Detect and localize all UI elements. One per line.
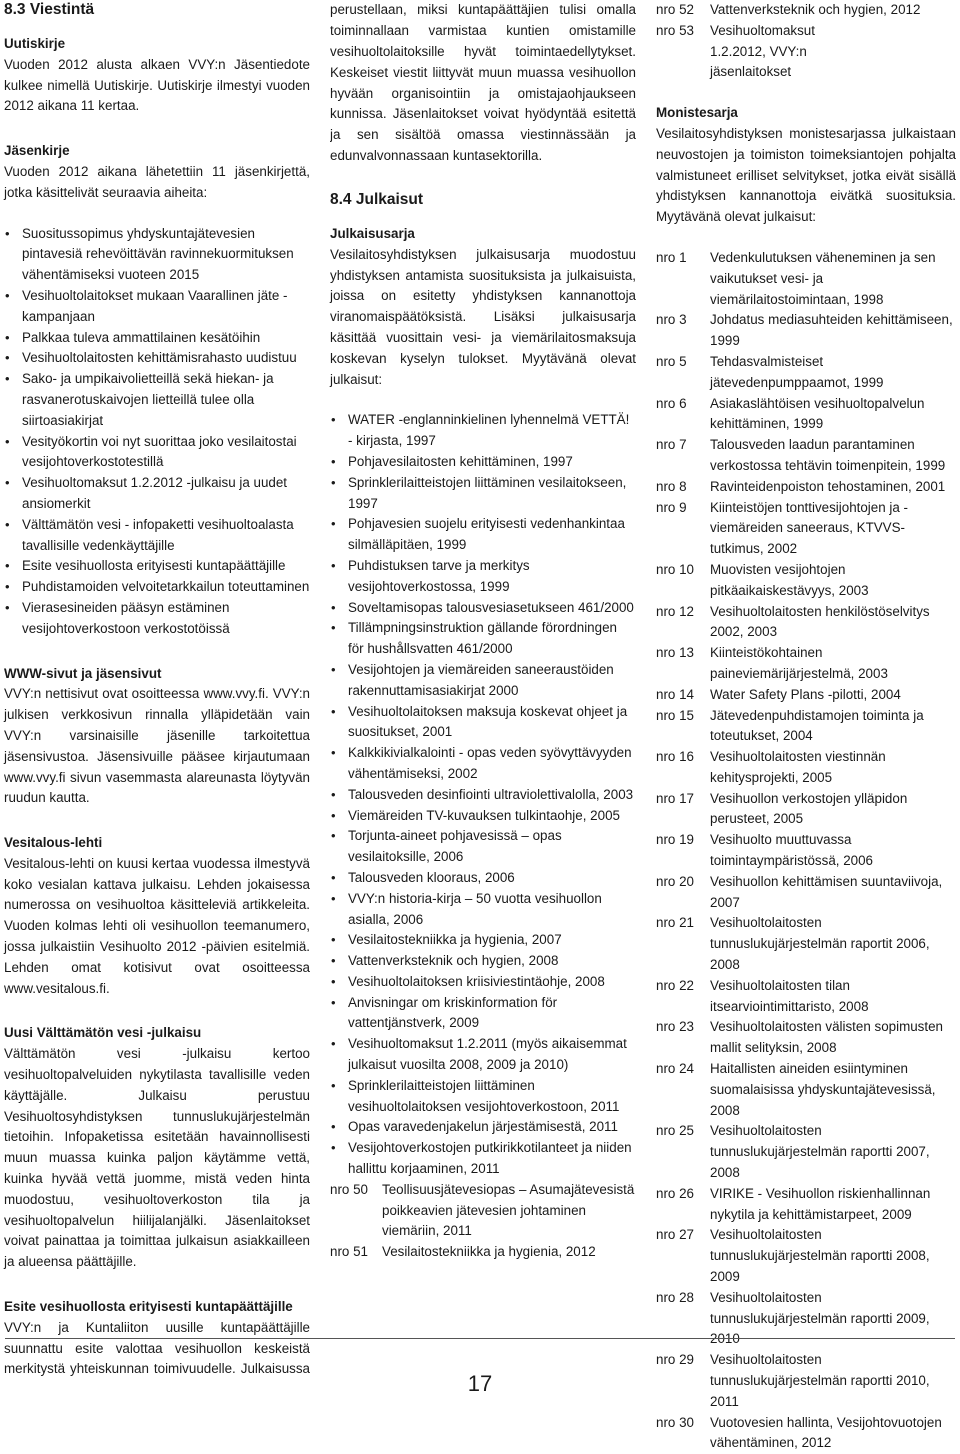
numbered-item <box>656 747 956 789</box>
www-heading: WWW-sivut ja jäsensivut <box>4 665 162 681</box>
numbered-item <box>656 976 956 1018</box>
item-title: Vesihuoltomaksut 1.2.2012, VVY:n jäsenlaitokset <box>710 22 815 80</box>
list-item: • Vesilaitostekniikka ja hygienia, 2007 <box>330 930 636 951</box>
item-number: nro 1 <box>656 249 687 265</box>
item-title: Haitallisten aineiden esiintyminen suomalaisissa yhdyskuntajätevesissä, 2008 <box>710 1061 936 1118</box>
item-number: nro 50 <box>330 1181 368 1197</box>
item-number: nro 29 <box>656 1352 694 1368</box>
item-number: nro 53 <box>656 22 694 38</box>
numbered-item <box>656 0 956 21</box>
item-title: Vattenverksteknik och hygien, 2012 <box>710 2 921 17</box>
item-title: Jätevedenpuhdistamojen toiminta ja toteutukset, 2004 <box>710 707 924 744</box>
list-item: • Vesityökortin voi nyt suorittaa joko vesilaitostai vesijohtoverkostotestillä <box>4 432 310 474</box>
item-title: Ravinteidenpoiston tehostaminen, 2001 <box>710 478 946 494</box>
list-item: • Esite vesihuollosta erityisesti kuntapäättäjille <box>4 556 310 577</box>
monistesarja-heading: Monistesarja <box>656 105 738 121</box>
numbered-item <box>656 706 956 748</box>
item-title: VIRIKE - Vesihuollon riskienhallinnan nykytila ja kehittämistarpeet, 2009 <box>710 1185 931 1222</box>
item-title: Vesihuolto muuttuvassa toimintaympäristössä, 2006 <box>710 832 873 869</box>
jasenkirje-text: Vuoden 2012 aikana lähetettiin 11 jäsenkirjettä, jotka käsittelivät seuraavia aiheita: <box>4 163 310 200</box>
item-number: nro 19 <box>656 832 694 848</box>
item-title: Kiinteistöjen tonttivesijohtojen ja -viemäreiden saneeraus, KTVVS-tutkimus, 2002 <box>710 499 908 557</box>
esite-heading: Esite vesihuollosta erityisesti kuntapäättäjille <box>4 1299 293 1315</box>
numbered-item <box>656 435 956 477</box>
item-number: nro 15 <box>656 707 694 723</box>
vesitalous-text: Vesitalous-lehti on kuusi kertaa vuodessa ilmestyvä koko vesialan kattava julkaisu. Lehden jokaisessa numerossa on vesihuoltoa käsitteleviä artikkeleita. Vuoden kolmas lehti oli vesihuollon teemanumero, jossa julkaistiin Vesihuolto 2012 -päivien esitelmiä. Lehden omat kotisivut ovat osoitteessa www.vesitalous.fi. <box>4 855 310 996</box>
list-item: • Talousveden desinfiointi ultraviolettivalolla, 2003 <box>330 785 636 806</box>
item-title: Vesihuollon kehittämisen suuntaviivoja, 2007 <box>710 873 943 910</box>
item-number: nro 3 <box>656 312 687 328</box>
item-number: nro 5 <box>656 353 687 369</box>
list-item: • Välttämätön vesi - infopaketti vesihuoltoalasta tavallisille vedenkäyttäjille <box>4 515 310 557</box>
numbered-item <box>656 1121 956 1183</box>
item-number: nro 8 <box>656 478 687 494</box>
item-title: Vesihuoltolaitosten tilan itsearviointimittaristo, 2008 <box>710 977 869 1014</box>
item-number: nro 13 <box>656 645 694 661</box>
valttamaton-text: Välttämätön vesi -julkaisu kertoo vesihuoltopalveluiden nykytilasta tavallisille veden käyttäjälle. Julkaisu perustuu Vesihuoltosyhdistyksen tunnuslukujärjestelmän tietoihin. Infopaketissa esitetään havainnollisesti muun muassa kuinka paljon käytämme vettä, kuinka hyvää vettä juomme, mistä veden hinta muodostuu, vesihuoltoverkoston tila ja vesihuoltopalvelun hiilijalanjälki. Jäsenlaitokset voivat painattaa ja toimittaa julkaisun asiakkailleen ja alueensa päättäjille. <box>4 1046 310 1270</box>
list-item: • Pohjavesien suojelu erityisesti vedenhankintaa silmälläpitäen, 1999 <box>330 514 636 556</box>
numbered-item <box>656 310 956 352</box>
list-item: • Vesihuoltolaitoksen maksuja koskevat ohjeet ja suositukset, 2001 <box>330 702 636 744</box>
item-title: Teollisuusjätevesiopas – Asumajätevesistä poikkeavien jätevesien johtaminen viemäriin, 2011 <box>382 1181 635 1239</box>
list-item: • Suositussopimus yhdyskuntajätevesien pintavesiä rehevöittävän ravinnekuormituksen vähentämiseksi vuoteen 2015 <box>4 224 310 286</box>
item-number: nro 30 <box>656 1414 694 1430</box>
item-title: Vesihuoltolaitosten tunnuslukujärjestelmän raportti 2010, 2011 <box>710 1352 930 1409</box>
numbered-item <box>656 1059 956 1121</box>
item-number: nro 52 <box>656 2 694 17</box>
julkaisusarja-text: Vesilaitosyhdistyksen julkaisusarja muodostuu yhdistyksen antamista suosituksista ja julkaisuista, joissa on esitetty yhdistyksen kannanottoja viranomaispäätöksistä. Lisäksi julkaisusarja käsittää vuosittain vesi- ja viemärilaitosmaksuja koskevan kyselyn tulokset. Myytävänä olevat julkaisut: <box>330 246 636 387</box>
item-number: nro 9 <box>656 499 687 515</box>
numbered-item <box>656 1184 956 1226</box>
numbered-item <box>656 394 956 436</box>
list-item: • Talousveden klooraus, 2006 <box>330 868 636 889</box>
list-item: • Tillämpningsinstruktion gällande förordningen för hushållsvatten 461/2000 <box>330 618 636 660</box>
list-item: • Sprinklerilaitteistojen liittäminen vesilaitokseen, 1997 <box>330 473 636 515</box>
numbered-item <box>330 1180 636 1242</box>
page-number: 17 <box>467 1371 493 1396</box>
item-number: nro 10 <box>656 561 694 577</box>
item-title: Muovisten vesijohtojen pitkäaikaiskestävyys, 2003 <box>710 561 869 598</box>
numbered-item <box>656 1017 956 1059</box>
list-item: • Anvisningar om kriskinformation för vattentjänstverk, 2009 <box>330 993 636 1035</box>
item-number: nro 16 <box>656 749 694 765</box>
item-title: Talousveden laadun parantaminen verkostossa tehtävin toimenpitein, 1999 <box>710 437 946 473</box>
item-title: Vesihuollon verkostojen ylläpidon perusteet, 2005 <box>710 790 908 827</box>
list-item: • Vesihuoltolaitoksen kriisiviestintäohje, 2008 <box>330 972 636 993</box>
julkaisusarja-list <box>330 410 636 1179</box>
list-item: • Sako- ja umpikaivolietteillä sekä hiekan- ja rasvanerotuskaivojen lietteillä tulee olla siirtoasiakirjat <box>4 369 310 431</box>
item-number: nro 23 <box>656 1019 694 1035</box>
item-title: Vedenkulutuksen väheneminen ja sen vaikutukset vesi- ja viemärilaitostoimintaan, 1998 <box>710 249 936 307</box>
item-number: nro 17 <box>656 790 694 806</box>
item-title: Vesihuoltolaitosten tunnuslukujärjestelmän raportit 2006, 2008 <box>710 915 930 973</box>
item-number: nro 26 <box>656 1185 694 1201</box>
item-number: nro 28 <box>656 1289 694 1305</box>
numbered-item <box>656 789 956 831</box>
numbered-item <box>656 498 956 560</box>
item-title: Asiakaslähtöisen vesihuoltopalvelun kehittäminen, 1999 <box>710 395 925 432</box>
list-item: • Soveltamisopas talousvesiasetukseen 461/2000 <box>330 598 636 619</box>
www-text: VVY:n nettisivut ovat osoitteessa www.vvy.fi. VVY:n julkisen verkkosivun rinnalla ylläpidetään vain VVY:n varsinaisille jäsenille tarkoitettua jäsensivustoa. Jäsensivuille pääsee kirjautumaan www.vvy.fi sivun vasemmasta alareunasta löytyvän ruudun kautta. <box>4 686 310 806</box>
item-title: Vesihuoltolaitosten tunnuslukujärjestelmän raportti 2007, 2008 <box>710 1123 930 1181</box>
list-item: • Vesihuoltolaitosten kehittämisrahasto uudistuu <box>4 348 310 369</box>
item-number: nro 24 <box>656 1061 694 1077</box>
list-item: • Vesihuoltolaitokset mukaan Vaarallinen jäte -kampanjaan <box>4 286 310 328</box>
list-item: • Torjunta-aineet pohjavesissä – opas vesilaitoksille, 2006 <box>330 826 636 868</box>
column-right <box>656 0 956 1454</box>
item-title: Water Safety Plans -pilotti, 2004 <box>710 686 901 702</box>
item-title: Vesihuoltolaitosten tunnuslukujärjestelmän raportti 2008, 2009 <box>710 1227 930 1285</box>
item-number: nro 51 <box>330 1244 368 1260</box>
numbered-item <box>330 1242 636 1263</box>
numbered-item <box>656 21 956 83</box>
list-item: • Vesihuoltomaksut 1.2.2012 -julkaisu ja uudet ansiomerkit <box>4 473 310 515</box>
jasenkirje-topic-list <box>4 224 310 640</box>
section-heading-julkaisut: 8.4 Julkaisut <box>330 191 424 208</box>
list-item: • Sprinklerilaitteistojen liittäminen vesihuoltolaitoksen vesijohtoverkostoon, 2011 <box>330 1076 636 1118</box>
monistesarja-text: Vesilaitosyhdistyksen monistesarjassa julkaistaan neuvostojen ja toimiston toimeksiantojen pohjalta valmistuneet erilliset selvitykset, jotka eivät sisällä yhdistyksen kannanottoja eivätkä suosituksia. Myytävänä olevat julkaisut: <box>656 125 956 225</box>
item-title: Vesihuoltolaitosten tunnuslukujärjestelmän raportti 2009, 2010 <box>710 1289 930 1347</box>
section-heading-viestinta: 8.3 Viestintä <box>4 1 95 18</box>
esite-text-continued <box>330 0 636 166</box>
list-item: • Vierasesineiden pääsyn estäminen vesijohtoverkostoon verkostotöissä <box>4 598 310 640</box>
column-middle <box>330 0 636 1263</box>
esite-text-start: VVY:n ja Kuntaliiton uusille kuntapäättäjille suunnattu esite valottaa vesihuollon keskeistä merkitystä yhteiskunnan toimivuudelle. Julkaisussa <box>4 1319 310 1377</box>
numbered-item <box>656 643 956 685</box>
numbered-item <box>656 685 956 706</box>
esite-text-overflow: perustellaan, miksi kuntapäättäjien tulisi omalla toiminnallaan varmistaa kuntien omistamille vesihuoltolaitoksille hyvät toimintaedellytykset. Keskeiset viestit liittyvät muun muassa vesihuollon hyvään organisointiin ja omistajaohjaukseen kunnissa. Jäsenlaitokset voivat hyödyntää esitettä ja sen sisältöä omassa viestinnässään ja edunvalvonnassaan kuntasektorilla. <box>330 2 636 163</box>
list-item: • Vesihuoltomaksut 1.2.2011 (myös aikaisemmat julkaisut vuosilta 2008, 2009 ja 2010) <box>330 1034 636 1076</box>
numbered-item <box>656 352 956 394</box>
list-item: • Vesijohtoverkostojen putkirikkotilanteet ja niiden hallittu korjaaminen, 2011 <box>330 1138 636 1180</box>
item-title: Vesilaitostekniikka ja hygienia, 2012 <box>382 1244 596 1260</box>
list-item: • Viemäreiden TV-kuvauksen tulkintaohje, 2005 <box>330 806 636 827</box>
numbered-item <box>656 560 956 602</box>
list-item: • Puhdistamoiden velvoitetarkkailun toteuttaminen <box>4 577 310 598</box>
item-title: Vuotovesien hallinta, Vesijohtovuotojen vähentäminen, 2012 <box>710 1414 942 1451</box>
item-number: nro 12 <box>656 603 694 619</box>
uutiskirje-text: Vuoden 2012 alusta alkaen VVY:n Jäsentiedote kulkee nimellä Uutiskirje. Uutiskirje ilmestyi vuoden 2012 aikana 11 kertaa. <box>4 56 310 114</box>
uutiskirje-heading: Uutiskirje <box>4 36 66 51</box>
numbered-item <box>656 913 956 975</box>
item-title: Vesihuoltolaitosten henkilöstöselvitys 2002, 2003 <box>710 603 930 640</box>
numbered-item <box>656 830 956 872</box>
list-item: • WATER -englanninkielinen lyhennelmä VETTÄ! - kirjasta, 1997 <box>330 410 636 452</box>
numbered-item <box>656 248 956 310</box>
jasenkirje-heading: Jäsenkirje <box>4 143 70 159</box>
numbered-item <box>656 1225 956 1287</box>
item-title: Tehdasvalmisteiset jätevedenpumppaamot, 1999 <box>710 353 884 390</box>
item-number: nro 27 <box>656 1227 694 1243</box>
item-title: Johdatus mediasuhteiden kehittämiseen, 1999 <box>710 312 953 349</box>
item-number: nro 6 <box>656 395 687 411</box>
vesitalous-heading: Vesitalous-lehti <box>4 835 103 851</box>
item-title: Vesihuoltolaitosten viestinnän kehitysprojekti, 2005 <box>710 749 886 785</box>
item-number: nro 21 <box>656 915 694 931</box>
list-item: • VVY:n historia-kirja – 50 vuotta vesihuollon asialla, 2006 <box>330 889 636 931</box>
list-item: • Opas varavedenjakelun järjestämisestä, 2011 <box>330 1117 636 1138</box>
item-number: nro 7 <box>656 437 687 453</box>
monistesarja-list <box>656 248 956 1454</box>
numbered-item <box>656 477 956 498</box>
item-number: nro 14 <box>656 686 694 702</box>
julkaisusarja-heading: Julkaisusarja <box>330 226 415 241</box>
numbered-item <box>656 872 956 914</box>
list-item: • Pohjavesilaitosten kehittäminen, 1997 <box>330 452 636 473</box>
column-left <box>4 0 310 1380</box>
list-item: • Kalkkikivialkalointi - opas veden syövyttävyyden vähentämiseksi, 2002 <box>330 743 636 785</box>
item-title: Vesihuoltolaitosten välisten sopimusten mallit selityksin, 2008 <box>710 1019 943 1056</box>
numbered-item <box>656 602 956 644</box>
valttamaton-heading: Uusi Välttämätön vesi -julkaisu <box>4 1025 202 1041</box>
numbered-item <box>656 1288 956 1350</box>
list-item: • Palkkaa tuleva ammattilainen kesätöihin <box>4 328 310 349</box>
footer-rule <box>5 1338 955 1339</box>
numbered-item <box>656 1413 956 1454</box>
list-item: • Puhdistuksen tarve ja merkitys vesijohtoverkostossa, 1999 <box>330 556 636 598</box>
list-item: • Vesijohtojen ja viemäreiden saneeraustöiden rakennuttamisasiakirjat 2000 <box>330 660 636 702</box>
item-number: nro 20 <box>656 873 694 889</box>
item-number: nro 25 <box>656 1123 694 1139</box>
item-title: Kiinteistökohtainen paineviemärijärjestelmä, 2003 <box>710 645 888 681</box>
item-number: nro 22 <box>656 977 694 993</box>
list-item: • Vattenverksteknik och hygien, 2008 <box>330 951 636 972</box>
